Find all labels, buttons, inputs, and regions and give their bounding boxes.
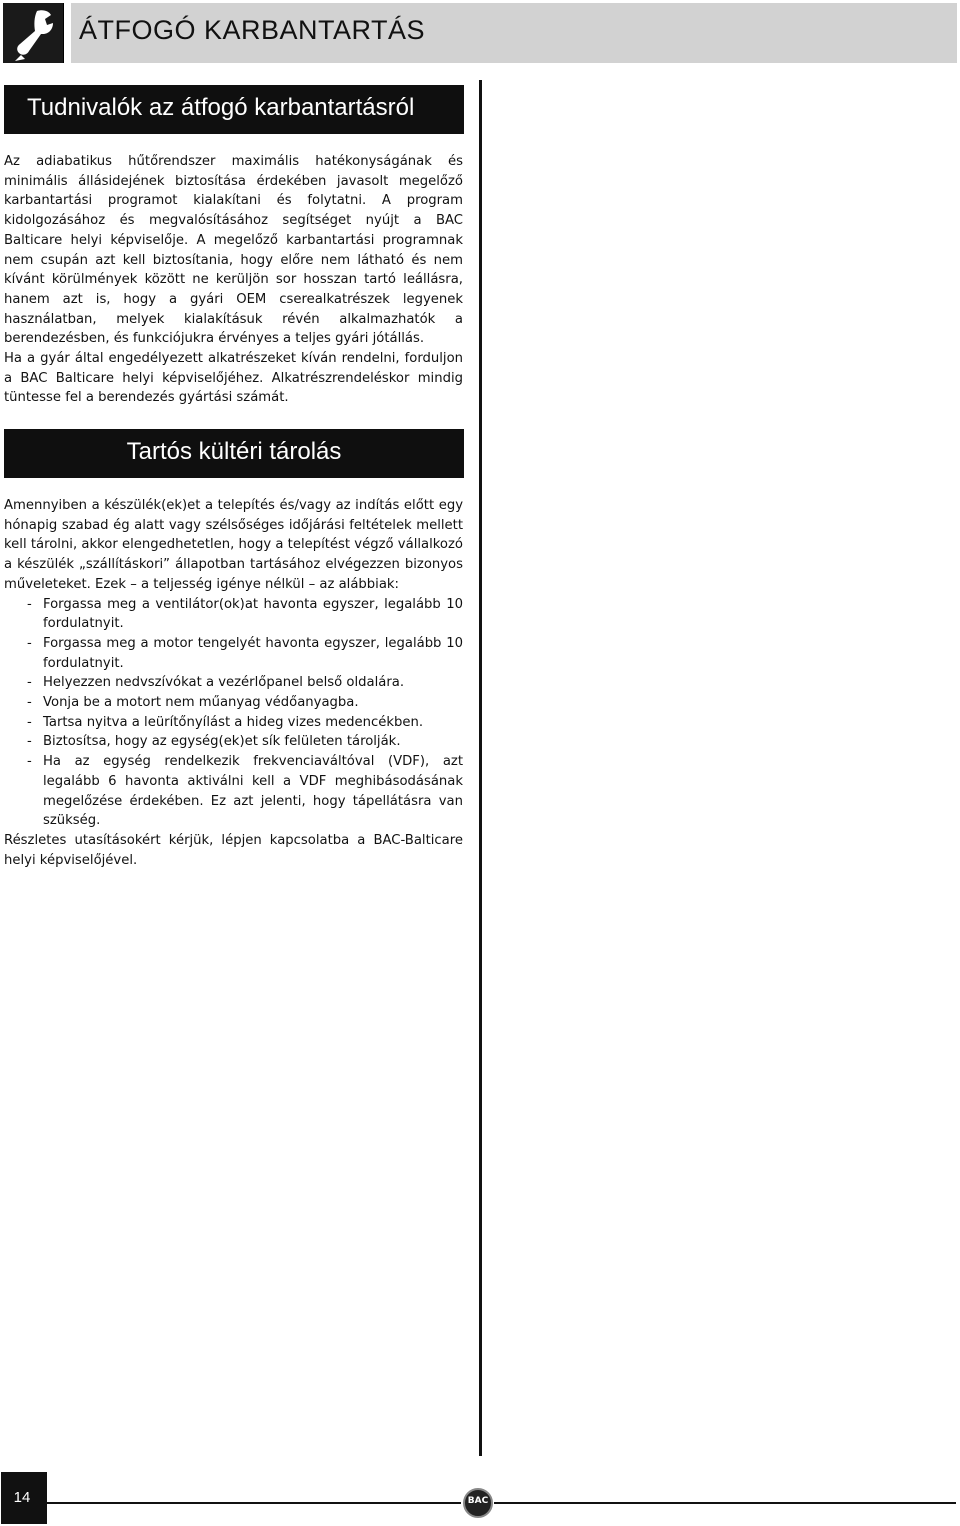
maintenance-text [4,152,463,408]
storage-steps-list [4,595,463,831]
paragraph: Az adiabatikus hűtőrendszer maximális hatékonyságának és minimális állásidejének biztosítása érdekében javasolt megelőző karbantartási programot kialakítani és folytatni. A program kidolgozásához és megvalósításához segítséget nyújt a BAC Balticare helyi képviselője. A megelőző karbantartási programnak nem csupán azt kell biztosítania, hogy előre nem látható és nem kívánt körülmények között ne kerüljön sor hosszan tartó leállásra, hanem azt is, hogy a gyári OEM cserealkatrészek legyenek használatban, melyek kialakításuk révén alkalmazhatók a berendezésben, és funkciójukra érvényes a teljes gyári jótállás. [4,154,463,347]
list-item: - Vonja be a motort nem műanyag védőanyagba. [4,693,463,713]
page-number-box [1,1472,47,1524]
list-item: - Forgassa meg a ventilátor(ok)at havonta egyszer, legalább 10 fordulatnyit. [4,595,463,634]
section-logo [3,3,64,63]
section-heading-maintenance [4,85,464,134]
paragraph: Ha a gyár által engedélyezett alkatrészeket kíván rendelni, forduljon a BAC Balticare helyi képviselőjéhez. Alkatrészrendeléskor mindig tüntesse fel a berendezés gyártási számát. [4,351,463,406]
bac-logo-text: BAC [467,1496,489,1506]
page-header [71,3,957,63]
paragraph: Részletes utasításokért kérjük, lépjen kapcsolatba a BAC-Balticare helyi képviselőjével. [4,832,463,868]
bac-logo [462,1487,494,1519]
wrench-hand-icon [3,3,63,63]
list-item: - Helyezzen nedvszívókat a vezérlőpanel belső oldalára. [4,673,463,693]
footer-rule [47,1502,461,1504]
section-heading-storage [4,429,464,478]
list-item: - Biztosítsa, hogy az egység(ek)et sík felületen tárolják. [4,732,463,752]
paragraph: Amennyiben a készülék(ek)et a telepítés és/vagy az indítás előtt egy hónapig szabad ég alatt vagy szélsőséges időjárási feltételek mellett kell tárolni, akkor elengedhetetlen, hogy a telepítést végző vállalkozó a készülék „szállításkori” állapotban tartásához elvégezzen bizonyos műveleteket. Ezek – a teljesség igénye nélkül – az alábbiak: [4,498,463,592]
list-item: - Ha az egység rendelkezik frekvenciaváltóval (VDF), azt legalább 6 havonta aktiválni kell a VDF meghibásodásának megelőzése érdekében. Ez azt jelenti, hogy tápellátásra van szükség. [4,752,463,831]
page-title: ÁTFOGÓ KARBANTARTÁS [79,15,426,45]
list-item: - Forgassa meg a motor tengelyét havonta egyszer, legalább 10 fordulatnyit. [4,634,463,673]
section-heading-text: Tartós kültéri tárolás [126,438,342,465]
section-heading-text: Tudnivalók az átfogó karbantartásról [27,94,415,121]
footer-rule [494,1502,956,1504]
column-divider [479,80,482,1456]
storage-text [4,496,463,870]
list-item: - Tartsa nyitva a leürítőnyílást a hideg vizes medencékben. [4,713,463,733]
page-number: 14 [13,1489,31,1506]
